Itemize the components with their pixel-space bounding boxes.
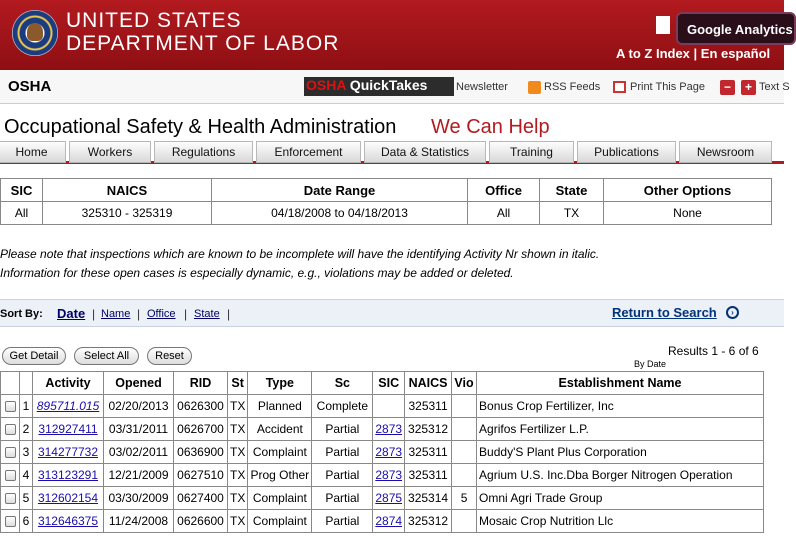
establishment-name: Buddy'S Plant Plus Corporation (479, 445, 647, 459)
activity-link-cell (33, 441, 104, 464)
table-row (1, 441, 764, 464)
type-cell-cell (248, 464, 312, 487)
violations-cell-cell (452, 510, 477, 533)
scope-cell: Partial (325, 468, 360, 482)
column-header: Sc (312, 372, 373, 395)
row-number: 6 (22, 514, 30, 528)
row-number: 5 (22, 491, 30, 505)
return-to-search-link[interactable]: Return to Search (612, 305, 717, 320)
rid-cell-cell (174, 395, 228, 418)
tab-publications[interactable]: Publications (577, 141, 676, 163)
state-cell: TX (230, 514, 246, 528)
reset-button[interactable]: Reset (147, 347, 192, 365)
type-cell-cell (248, 441, 312, 464)
activity-link-cell (33, 464, 104, 487)
type-cell-cell (248, 510, 312, 533)
criteria-header: Other Options (604, 179, 772, 202)
sic-link[interactable]: 2874 (375, 514, 403, 528)
sort-separator: | (92, 307, 96, 321)
row-checkbox[interactable] (5, 493, 16, 504)
sic-link-cell (373, 418, 405, 441)
activity-link[interactable]: 313123291 (37, 468, 99, 482)
row-checkbox[interactable] (5, 516, 16, 527)
rid-cell-cell (174, 464, 228, 487)
activity-link-cell (33, 510, 104, 533)
naics-cell-cell (405, 441, 452, 464)
naics-cell: 325311 (408, 445, 448, 459)
row-number-cell (20, 487, 33, 510)
a-to-z-link[interactable]: A to Z Index (616, 46, 690, 61)
row-number-cell (20, 395, 33, 418)
sort-separator: | (137, 307, 141, 321)
scope-cell: Partial (325, 514, 360, 528)
dept-title-line1[interactable]: UNITED STATES (66, 9, 242, 32)
opened-date: 03/31/2011 (108, 422, 169, 436)
text-size-decrease-button[interactable]: − (720, 80, 735, 95)
checkbox-cell (1, 395, 20, 418)
tab-workers[interactable]: Workers (69, 141, 151, 163)
sort-state-link[interactable]: State (194, 308, 220, 320)
results-count: Results 1 - 6 of 6 (668, 344, 759, 358)
row-checkbox[interactable] (5, 424, 16, 435)
sort-name-link[interactable]: Name (101, 308, 131, 320)
criteria-header: SIC (1, 179, 43, 202)
opened-date: 02/20/2013 (108, 399, 169, 413)
criteria-value: 325310 - 325319 (43, 202, 212, 225)
top-links (616, 46, 770, 61)
row-number: 3 (22, 445, 30, 459)
activity-link-cell (33, 395, 104, 418)
sort-by-label: Sort By: (0, 308, 43, 320)
violations-cell-cell (452, 395, 477, 418)
eagle-icon (27, 23, 43, 41)
state-cell: TX (230, 468, 246, 482)
violations-cell: 5 (460, 491, 468, 505)
row-number-cell (20, 441, 33, 464)
table-row (1, 464, 764, 487)
row-number-cell (20, 510, 33, 533)
row-checkbox[interactable] (5, 470, 16, 481)
column-header (20, 372, 33, 395)
activity-link[interactable]: 314277732 (37, 445, 99, 459)
text-size-increase-button[interactable]: + (741, 80, 756, 95)
checkbox-cell (1, 464, 20, 487)
naics-cell-cell (405, 395, 452, 418)
osha-bar (0, 70, 790, 104)
rid-cell: 0636900 (177, 445, 224, 459)
osha-label[interactable]: OSHA (8, 78, 52, 95)
scope-cell: Complete (316, 399, 369, 413)
table-row (1, 510, 764, 533)
establishment-name-cell (477, 441, 764, 464)
establishment-name-cell (477, 395, 764, 418)
column-header: Vio (452, 372, 477, 395)
establishment-name: Mosaic Crop Nutrition Llc (479, 514, 614, 528)
sic-link-cell (373, 395, 405, 418)
checkbox-cell (1, 441, 20, 464)
top-links-separator: | (693, 46, 698, 61)
note-line-2: Information for these open cases is especially dynamic, e.g., violations may be added or deleted. (0, 266, 514, 280)
tab-home[interactable]: Home (0, 141, 66, 163)
type-cell-cell (248, 395, 312, 418)
row-number: 2 (22, 422, 30, 436)
naics-cell-cell (405, 487, 452, 510)
establishment-name-cell (477, 487, 764, 510)
establishment-name: Agrium U.S. Inc.Dba Borger Nitrogen Operation (479, 468, 733, 482)
scope-cell-cell (312, 418, 373, 441)
sort-order-label: By Date (634, 359, 667, 369)
main-nav (0, 141, 784, 164)
naics-cell-cell (405, 418, 452, 441)
scope-cell: Partial (325, 422, 360, 436)
search-criteria-table (0, 178, 772, 225)
rid-cell: 0626300 (177, 399, 224, 413)
scope-cell-cell (312, 510, 373, 533)
tab-newsroom[interactable]: Newsroom (679, 141, 772, 163)
sic-link-cell (373, 441, 405, 464)
checkbox-cell (1, 510, 20, 533)
scope-cell-cell (312, 464, 373, 487)
sort-separator: | (227, 307, 231, 321)
rid-cell: 0626700 (177, 422, 224, 436)
activity-link[interactable]: 312646375 (37, 514, 99, 528)
violations-cell-cell (452, 418, 477, 441)
criteria-header: Office (468, 179, 540, 202)
sic-link-cell (373, 510, 405, 533)
column-header: Activity (33, 372, 104, 395)
activity-link[interactable]: 312927411 (38, 422, 98, 436)
rid-cell: 0626600 (177, 514, 224, 528)
type-cell: Complaint (252, 445, 307, 459)
type-cell: Accident (256, 422, 303, 436)
scope-cell-cell (312, 487, 373, 510)
type-cell: Complaint (252, 514, 307, 528)
type-cell-cell (248, 418, 312, 441)
column-header: RID (174, 372, 228, 395)
column-header: St (228, 372, 248, 395)
espanol-link[interactable]: En español (700, 46, 771, 61)
criteria-header: NAICS (43, 179, 212, 202)
scope-cell-cell (312, 395, 373, 418)
print-page-link[interactable]: Print This Page (630, 81, 706, 93)
type-cell: Prog Other (250, 468, 310, 482)
quicktakes-logo[interactable] (304, 77, 454, 96)
naics-cell: 325312 (408, 422, 449, 436)
google-analytics-button[interactable]: Google Analytics (676, 12, 796, 45)
tab-enforcement[interactable]: Enforcement (256, 141, 361, 163)
opened-date: 12/21/2009 (108, 468, 169, 482)
sort-date-link[interactable]: Date (57, 306, 86, 321)
quicktakes-rest: QuickTakes (345, 77, 428, 93)
establishment-name: Omni Agri Trade Group (479, 491, 603, 505)
row-checkbox[interactable] (5, 447, 16, 458)
criteria-header: Date Range (212, 179, 468, 202)
activity-link-cell (33, 418, 104, 441)
dol-seal-icon[interactable] (12, 10, 58, 56)
rss-feeds-link[interactable]: RSS Feeds (544, 81, 601, 93)
rid-cell-cell (174, 487, 228, 510)
rid-cell-cell (174, 418, 228, 441)
get-detail-button[interactable]: Get Detail (2, 347, 66, 365)
row-checkbox[interactable] (5, 401, 16, 412)
sic-link[interactable]: 2873 (375, 468, 403, 482)
type-cell: Complaint (252, 491, 307, 505)
naics-cell: 325314 (408, 491, 449, 505)
dept-title-line2[interactable]: DEPARTMENT OF LABOR (66, 32, 340, 55)
rid-cell: 0627510 (177, 468, 224, 482)
naics-cell: 325312 (408, 514, 449, 528)
table-row (1, 418, 764, 441)
type-cell: Planned (257, 399, 302, 413)
opened-date-cell (104, 464, 174, 487)
opened-date-cell (104, 441, 174, 464)
violations-cell-cell (452, 441, 477, 464)
column-header: Opened (104, 372, 174, 395)
violations-cell-cell (452, 487, 477, 510)
criteria-value: All (1, 202, 43, 225)
activity-link[interactable]: 312602154 (37, 491, 99, 505)
state-cell-cell (228, 418, 248, 441)
state-cell: TX (230, 399, 246, 413)
scope-cell: Partial (325, 491, 360, 505)
tab-regulations[interactable]: Regulations (154, 141, 253, 163)
criteria-value: None (604, 202, 772, 225)
agency-title: Occupational Safety & Health Administration (4, 116, 397, 138)
establishment-name-cell (477, 510, 764, 533)
column-header: Establishment Name (477, 372, 764, 395)
opened-date-cell (104, 487, 174, 510)
row-number: 1 (22, 399, 30, 413)
sic-link[interactable]: 2873 (375, 445, 403, 459)
we-can-help-link[interactable]: We Can Help (431, 116, 550, 138)
establishment-name-cell (477, 418, 764, 441)
criteria-header: State (540, 179, 604, 202)
results-body (1, 395, 764, 533)
naics-cell-cell (405, 464, 452, 487)
note-line-1: Please note that inspections which are known to be incomplete will have the identifying Activity Nr shown in italic. (0, 247, 600, 261)
opened-date-cell (104, 418, 174, 441)
row-number: 4 (22, 468, 30, 482)
results-table (0, 371, 764, 533)
criteria-value: 04/18/2008 to 04/18/2013 (212, 202, 468, 225)
naics-cell: 325311 (408, 468, 448, 482)
sic-link[interactable]: 2875 (375, 491, 403, 505)
sort-bar (0, 299, 784, 327)
sort-separator: | (184, 307, 188, 321)
opened-date: 03/30/2009 (108, 491, 169, 505)
naics-cell-cell (405, 510, 452, 533)
search-box-edge[interactable] (656, 16, 670, 34)
naics-cell: 325311 (408, 399, 448, 413)
state-cell: TX (230, 445, 246, 459)
establishment-name: Agrifos Fertilizer L.P. (479, 422, 589, 436)
opened-date-cell (104, 395, 174, 418)
state-cell-cell (228, 395, 248, 418)
select-all-button[interactable]: Select All (74, 347, 139, 365)
arrow-right-circle-icon[interactable]: › (726, 306, 739, 319)
tab-training[interactable]: Training (489, 141, 574, 163)
column-header (1, 372, 20, 395)
print-icon[interactable] (613, 81, 626, 93)
state-cell-cell (228, 487, 248, 510)
criteria-value: TX (540, 202, 604, 225)
state-cell-cell (228, 441, 248, 464)
column-header: SIC (373, 372, 405, 395)
scope-cell: Partial (325, 445, 360, 459)
violations-cell-cell (452, 464, 477, 487)
opened-date-cell (104, 510, 174, 533)
quicktakes-osha: OSHA (306, 77, 346, 93)
sic-link-cell (373, 464, 405, 487)
activity-link[interactable]: 895711.015 (36, 399, 100, 413)
newsletter-link[interactable]: Newsletter (456, 81, 508, 93)
state-cell-cell (228, 464, 248, 487)
rss-icon[interactable] (528, 81, 541, 94)
state-cell: TX (230, 491, 246, 505)
checkbox-cell (1, 418, 20, 441)
rid-cell-cell (174, 510, 228, 533)
row-number-cell (20, 464, 33, 487)
dol-header (0, 0, 793, 70)
tab-data-statistics[interactable]: Data & Statistics (364, 141, 486, 163)
opened-date: 03/02/2011 (108, 445, 169, 459)
column-header: NAICS (405, 372, 452, 395)
sort-office-link[interactable]: Office (147, 308, 176, 320)
table-row (1, 487, 764, 510)
state-cell: TX (230, 422, 246, 436)
sic-link[interactable]: 2873 (375, 422, 403, 436)
state-cell-cell (228, 510, 248, 533)
rid-cell: 0627400 (177, 491, 224, 505)
criteria-value: All (468, 202, 540, 225)
rid-cell-cell (174, 441, 228, 464)
table-row (1, 395, 764, 418)
activity-link-cell (33, 487, 104, 510)
opened-date: 11/24/2008 (108, 514, 169, 528)
establishment-name-cell (477, 464, 764, 487)
checkbox-cell (1, 487, 20, 510)
column-header: Type (248, 372, 312, 395)
scope-cell-cell (312, 441, 373, 464)
text-size-label: Text S (759, 81, 790, 93)
incomplete-note (0, 245, 599, 283)
establishment-name: Bonus Crop Fertilizer, Inc (479, 399, 614, 413)
row-number-cell (20, 418, 33, 441)
sic-link-cell (373, 487, 405, 510)
type-cell-cell (248, 487, 312, 510)
